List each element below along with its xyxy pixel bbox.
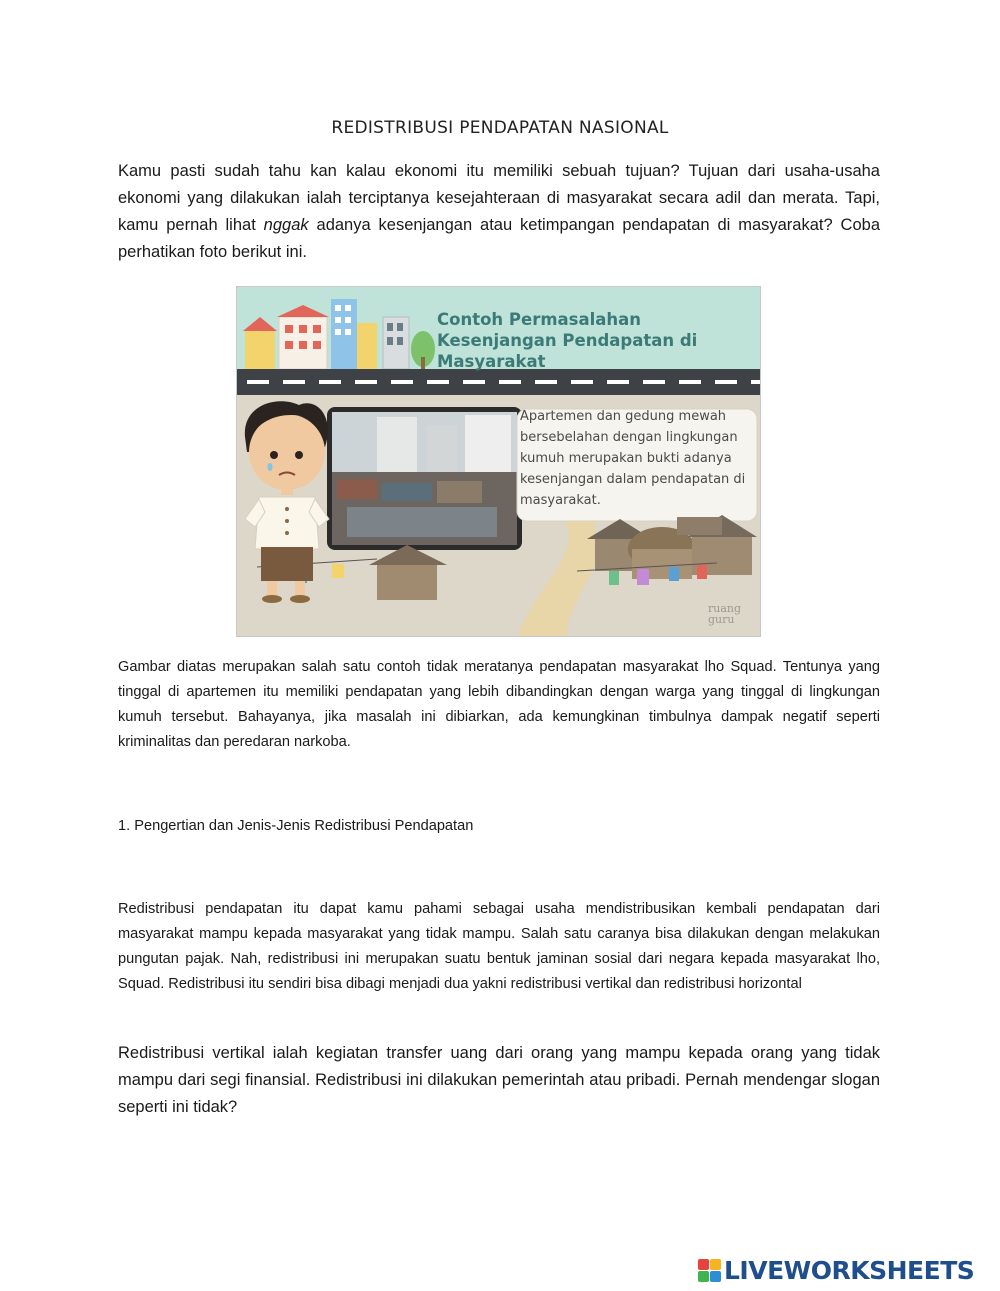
intro-text-part2: adanya kesenjangan atau ketimpangan pendapatan di masyarakat? Coba perhatikan foto berikut ini. xyxy=(118,216,880,261)
paragraph-4: Redistribusi vertikal ialah kegiatan transfer uang dari orang yang mampu kepada orang yang tidak mampu dari segi finansial. Redistribusi ini dilakukan pemerintah atau pribadi. Pernah mendengar slogan seperti ini tidak? xyxy=(118,1044,880,1116)
document-title: REDISTRIBUSI PENDAPATAN NASIONAL xyxy=(331,118,669,138)
brand-name: LIVEWORKSHEETS xyxy=(724,1255,975,1285)
list-item-1: 1. Pengertian dan Jenis-Jenis Redistribusi Pendapatan xyxy=(118,818,474,834)
liveworksheets-logo-icon xyxy=(698,1259,721,1282)
logo-tile-yellow xyxy=(710,1259,721,1270)
logo-tile-red xyxy=(698,1259,709,1270)
logo-tile-blue xyxy=(710,1271,721,1282)
paragraph-2: Gambar diatas merupakan salah satu contoh tidak meratanya pendapatan masyarakat lho Squad. Tentunya yang tinggal di apartemen itu memiliki pendapatan yang lebih dibandingkan dengan warga yang tinggal di lingkungan kumuh tersebut. Bahayanya, jika masalah ini dibiarkan, ada kemungkinan timbulnya dampak negatif seperti kriminalitas dan peredaran narkoba. xyxy=(118,659,880,750)
intro-text-part1: Kamu pasti sudah tahu kan kalau ekonomi itu memiliki sebuah tujuan? Tujuan dari usaha-usaha ekonomi yang dilakukan ialah terciptanya kesejahteraan di masyarakat secara adil dan merata. Tapi, kamu pernah lihat xyxy=(118,162,880,234)
intro-italic-word: nggak xyxy=(263,216,309,234)
illustration-heading: Contoh Permasalahan Kesenjangan Pendapatan di Masyarakat xyxy=(437,310,698,371)
liveworksheets-brand xyxy=(698,1255,974,1285)
logo-tile-green xyxy=(698,1271,709,1282)
ruangguru-watermark: ruang guru xyxy=(708,602,742,626)
intro-paragraph xyxy=(118,158,880,266)
illustration-callout: Apartemen dan gedung mewah bersebelahan dengan lingkungan kumuh merupakan bukti adanya kesenjangan dalam pendapatan di masyarakat. xyxy=(520,409,746,508)
paragraph-3: Redistribusi pendapatan itu dapat kamu pahami sebagai usaha mendistribusikan kembali pendapatan dari masyarakat mampu kepada masyarakat yang tidak mampu. Salah satu caranya bisa dilakukan dengan melakukan pungutan pajak. Nah, redistribusi ini merupakan suatu bentuk jaminan sosial dari negara kepada masyarakat lho, Squad. Redistribusi itu sendiri bisa dibagi menjadi dua yakni redistribusi vertikal dan redistribusi horizontal xyxy=(118,901,880,992)
